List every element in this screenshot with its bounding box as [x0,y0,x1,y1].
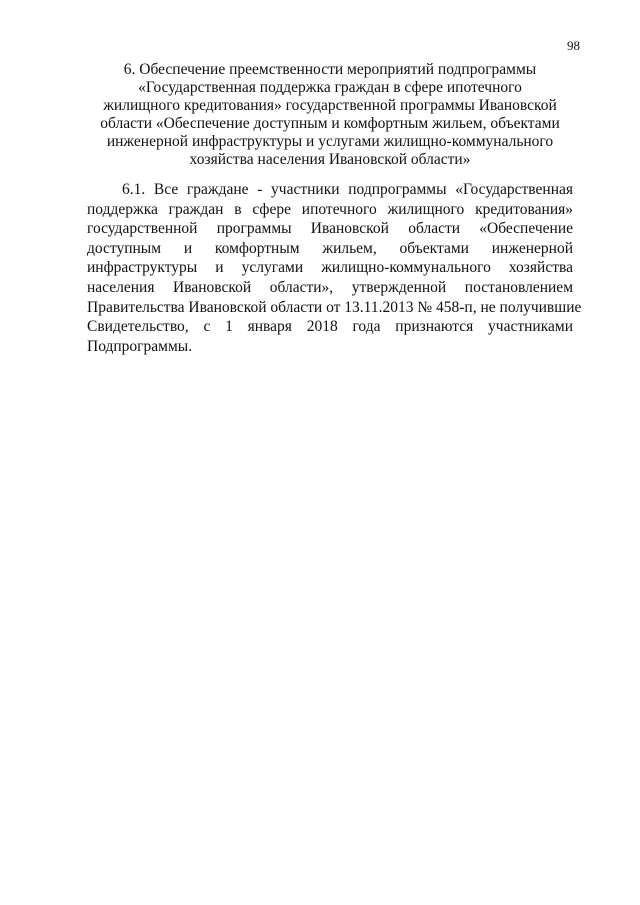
paragraph-6-1 [87,180,582,356]
heading-line: «Государственная поддержка граждан в сфере ипотечного [138,79,522,96]
heading-line: хозяйства населения Ивановской области» [189,151,471,168]
paragraph-line: поддержка граждан в сфере ипотечного жилищного кредитования» [87,200,573,218]
section-heading [80,61,580,169]
heading-line: 6. Обеспечение преемственности мероприятий подпрограммы [123,61,537,78]
paragraph-line: инфраструктуры и услугами жилищно-коммунального хозяйства [87,259,573,277]
paragraph-line: государственной программы Ивановской области «Обеспечение [87,220,573,238]
heading-line: инженерной инфраструктуры и услугами жилищно-коммунального [106,133,554,150]
heading-line: жилищного кредитования» государственной программы Ивановской [103,97,557,114]
paragraph-line: Свидетельство, с 1 января 2018 года признаются участниками [87,318,573,336]
paragraph-line: населения Ивановской области», утвержденной постановлением [87,278,573,296]
paragraph-line: Подпрограммы. [87,337,193,355]
paragraph-line: доступным и комфортным жильем, объектами инженерной [87,239,573,257]
page-number: 98 [567,38,580,53]
paragraph-line: Правительства Ивановской области от 13.11.2013 № 458-п, не получившие [87,298,582,316]
heading-line: области «Обеспечение доступным и комфортным жильем, объектами [100,115,560,132]
paragraph-line: 6.1. Все граждане - участники подпрограммы «Государственная [122,181,573,198]
